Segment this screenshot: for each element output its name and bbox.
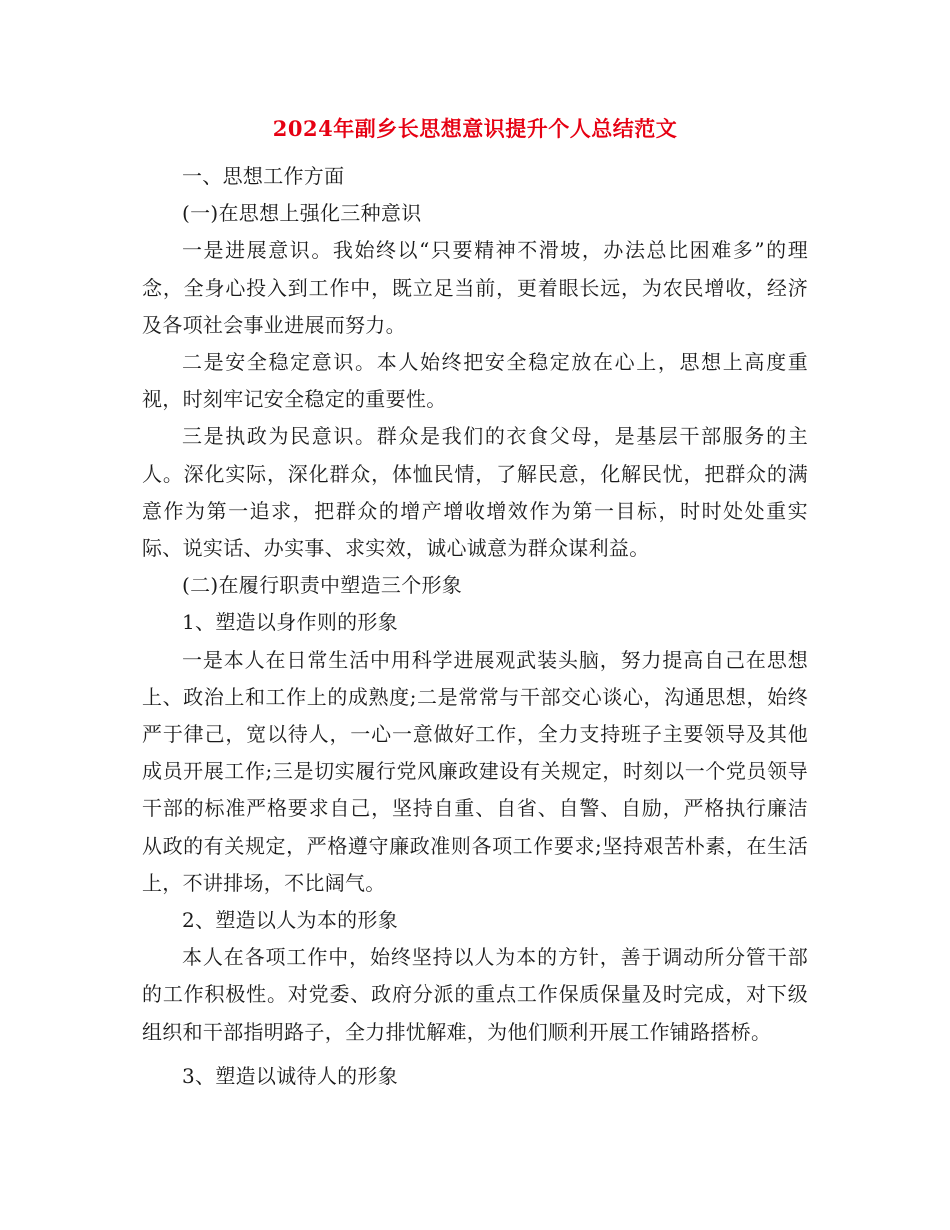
heading-subsection-2: (二)在履行职责中塑造三个形象 (182, 573, 463, 598)
heading-item-3: 3、塑造以诚待人的形象 (182, 1063, 399, 1088)
heading-item-2: 2、塑造以人为本的形象 (182, 908, 399, 933)
heading-section-1: 一、思想工作方面 (182, 164, 345, 188)
paragraph-lead-by-example: 一是本人在日常生活中用科学进展观武装头脑，努力提高自己在思想上、政治上和工作上的成熟度;二是常常与干部交心谈心，沟通思想，始终严于律己，宽以待人，一心一意做好工作，全力支持班子主要领导及其他成员开展工作;三是切实履行党风廉政建设有关规定，时刻以一个党员领导干部的标准严格要求自己，坚持自重、自省、自警、自励，严格执行廉洁从政的有关规定，严格遵守廉政准则各项工作要求;坚持艰苦朴素，在生活上，不讲排场，不比阔气。 (142, 647, 808, 895)
paragraph-people-oriented: 本人在各项工作中，始终坚持以人为本的方针，善于调动所分管干部的工作积极性。对党委、政府分派的重点工作保质保量及时完成，对下级组织和干部指明路子，全力排忧解难，为他们顺利开展工作铺路搭桥。 (142, 945, 808, 1044)
paragraph-development-awareness: 一是进展意识。我始终以“只要精神不滑坡，办法总比困难多”的理念，全身心投入到工作中，既立足当前，更着眼长远，为农民增收，经济及各项社会事业进展而努力。 (142, 238, 808, 337)
document-title: 2024年副乡长思想意识提升个人总结范文 (272, 116, 678, 141)
paragraph-safety-awareness: 二是安全稳定意识。本人始终把安全稳定放在心上，思想上高度重视，时刻牢记安全稳定的重要性。 (142, 350, 808, 412)
paragraph-people-awareness: 三是执政为民意识。群众是我们的衣食父母，是基层干部服务的主人。深化实际，深化群众，体恤民情，了解民意，化解民忧，把群众的满意作为第一追求，把群众的增产增收增效作为第一目标，时时处处重实际、说实话、办实事、求实效，诚心诚意为群众谋利益。 (142, 424, 808, 561)
document-body (142, 158, 808, 1095)
heading-subsection-1: (一)在思想上强化三种意识 (182, 201, 422, 226)
heading-item-1: 1、塑造以身作则的形象 (182, 610, 399, 635)
